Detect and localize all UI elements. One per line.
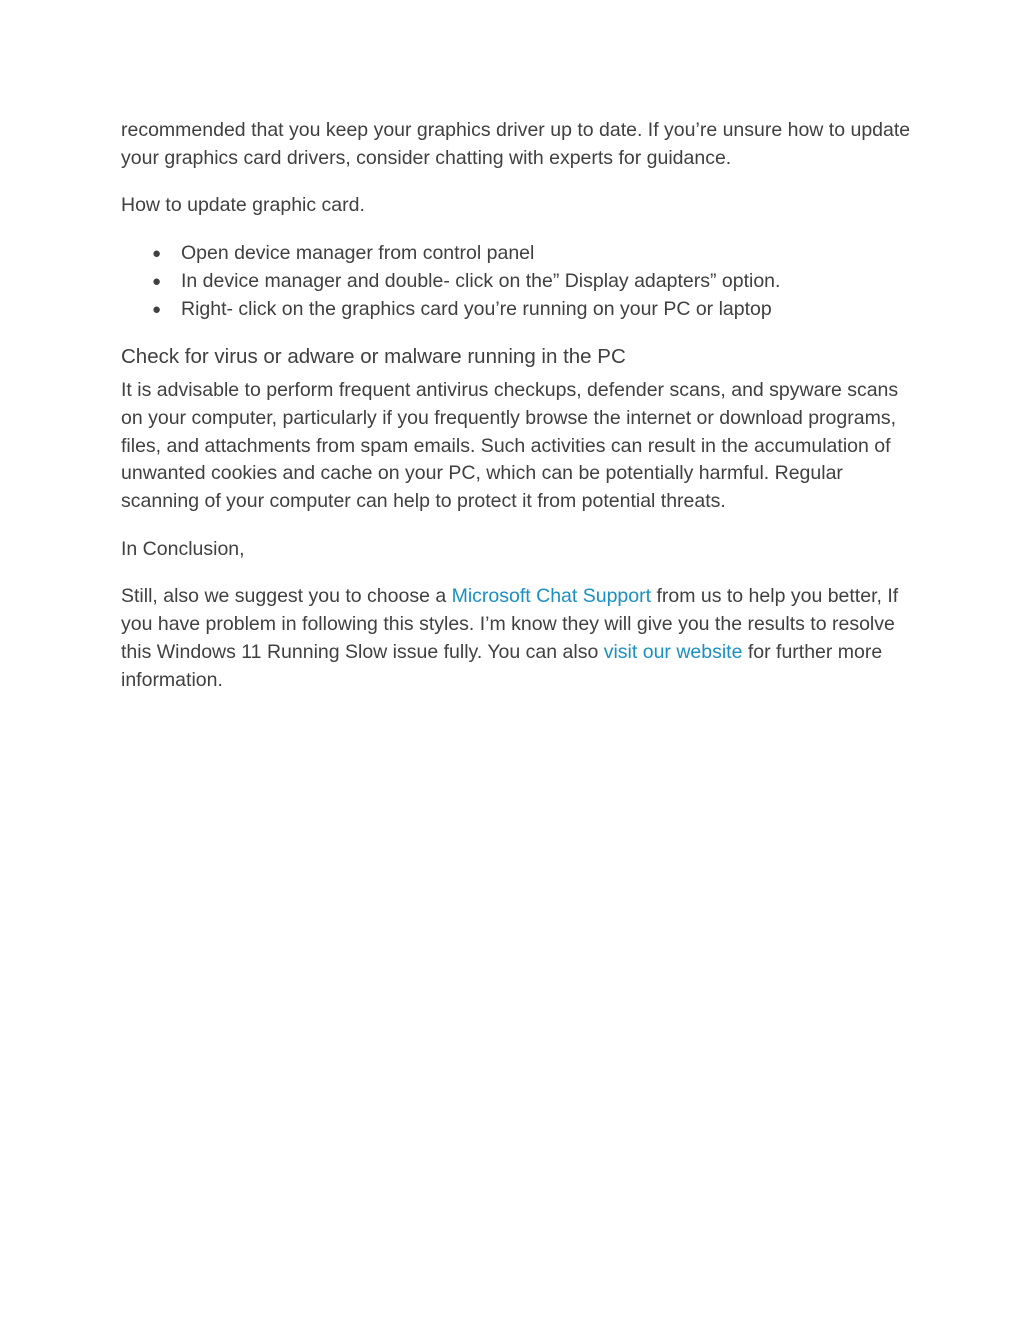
document-content <box>121 117 911 694</box>
bullet-icon: ● <box>152 245 162 263</box>
update-section-title: How to update graphic card. <box>121 194 365 217</box>
list-item <box>121 240 911 268</box>
microsoft-chat-support-link[interactable]: Microsoft Chat Support <box>451 585 652 608</box>
conclusion-text: from us to help you better, If you have problem in following this styles. I’m know they will give you the results to resolve this Windows 11 Running Slow issue fully. You can also <box>121 585 899 663</box>
update-steps-list <box>121 240 911 323</box>
list-item-text: Right- click on the graphics card you’re running on your PC or laptop <box>181 297 772 320</box>
bullet-icon: ● <box>152 300 162 318</box>
conclusion-text: for further more information. <box>121 640 883 691</box>
virus-section-heading: Check for virus or adware or malware running in the PC <box>121 345 626 369</box>
virus-section-paragraph: It is advisable to perform frequent antivirus checkups, defender scans, and spyware scans on your computer, particularly if you frequently browse the internet or download programs, files, and attachments from spam emails. Such activities can result in the accumulation of unwanted cookies and cache on your PC, which can be potentially harmful. Regular scanning of your computer can help to protect it from potential threats. <box>121 379 899 513</box>
list-item <box>121 268 911 296</box>
list-item-text: Open device manager from control panel <box>181 242 535 265</box>
bullet-icon: ● <box>152 272 162 290</box>
list-item-text: In device manager and double- click on the” Display adapters” option. <box>181 269 781 292</box>
visit-website-link[interactable]: visit our website <box>603 640 743 663</box>
list-item <box>121 296 911 324</box>
conclusion-paragraph <box>121 583 911 694</box>
conclusion-text: Still, also we suggest you to choose a <box>121 585 452 608</box>
conclusion-title: In Conclusion, <box>121 537 245 560</box>
intro-paragraph: recommended that you keep your graphics driver up to date. If you’re unsure how to update your graphics card drivers, consider chatting with experts for guidance. <box>121 119 911 169</box>
